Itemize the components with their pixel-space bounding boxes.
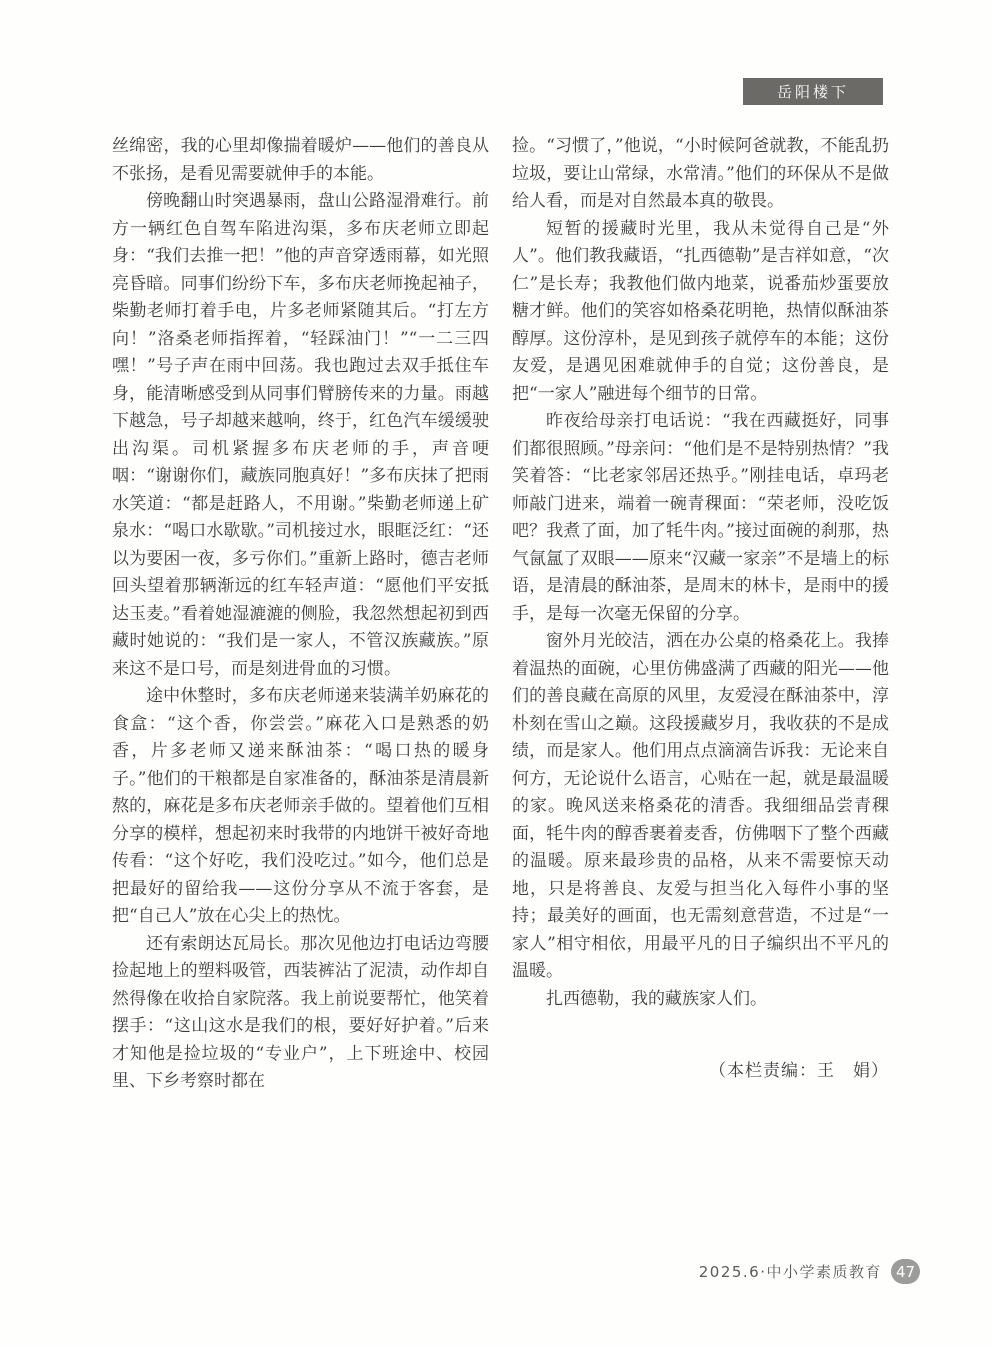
paragraph: 短暂的援藏时光里，我从未觉得自己是“外人”。他们教我藏语，“扎西德勒”是吉祥如意，“次仁”是长寿；我教他们做内地菜，说番茄炒蛋要放糖才鲜。他们的笑容如格桑花明艳，热情似酥油茶醇厚。这份淳朴，是见到孩子就停车的本能；这份友爱，是遇见困难就伸手的自觉；这份善良，是把“一家人”融进每个细节的日常。 [512,218,889,404]
left-column [112,133,489,1096]
editor-note: （本栏责编：王 娟） [709,1061,889,1081]
paragraph: 昨夜给母亲打电话说：“我在西藏挺好，同事们都很照顾。”母亲问：“他们是不是特别热情？”我笑着答：“比老家邻居还热乎。”刚挂电话，卓玛老师敲门进来，端着一碗青稞面：“荣老师，没吃饭吧？我煮了面，加了牦牛肉。”接过面碗的刹那，热气氤氲了双眼——原来“汉藏一家亲”不是墙上的标语，是清晨的酥油茶，是周末的林卡，是雨中的援手，是每一次毫无保留的分享。 [512,411,889,624]
section-tag: 岳阳楼下 [743,78,883,105]
paragraph: 还有索朗达瓦局长。那次见他边打电话边弯腰捡起地上的塑料吸管，西装裤沾了泥渍，动作却自然得像在收拾自家院落。我上前说要帮忙，他笑着摆手：“这山这水是我们的根，要好好护着。”后来才知他是捡垃圾的“专业户”，上下班途中、校园里、下乡考察时都在 [112,933,489,1091]
paragraph: 傍晚翻山时突遇暴雨，盘山公路湿滑难行。前方一辆红色自驾车陷进沟渠，多布庆老师立即起身：“我们去推一把！”他的声音穿透雨幕，如光照亮昏暗。同事们纷纷下车，多布庆老师挽起袖子，柴勤老师打着手电，片多老师紧随其后。“打左方向！”洛桑老师指挥着，“轻踩油门！”“一二三四嘿！”号子声在雨中回荡。我也跑过去双手抵住车身，能清晰感受到从同事们臂膀传来的力量。雨越下越急，号子却越来越响，终于，红色汽车缓缓驶出沟渠。司机紧握多布庆老师的手，声音哽咽：“谢谢你们，藏族同胞真好！”多布庆抹了把雨水笑道：“都是赶路人，不用谢。”柴勤老师递上矿泉水：“喝口水歇歇。”司机接过水，眼眶泛红：“还以为要困一夜，多亏你们。”重新上路时，德吉老师回头望着那辆渐远的红车轻声道：“愿他们平安抵达玉麦。”看着她湿漉漉的侧脸，我忽然想起初到西藏时她说的：“我们是一家人，不管汉族藏族。”原来这不是口号，而是刻进骨血的习惯。 [112,191,489,679]
page-footer [699,1259,920,1284]
issue-label: 2025.6·中小学素质教育 [698,1263,882,1281]
page-number-badge: 47 [891,1259,920,1284]
paragraph: 窗外月光皎洁，洒在办公桌的格桑花上。我捧着温热的面碗，心里仿佛盛满了西藏的阳光——他们的善良藏在高原的风里，友爱浸在酥油茶中，淳朴刻在雪山之巅。这段援藏岁月，我收获的不是成绩，而是家人。他们用点点滴滴告诉我：无论来自何方，无论说什么语言，心贴在一起，就是最温暖的家。晚风送来格桑花的清香。我细细品尝青稞面，牦牛肉的醇香裹着麦香，仿佛咽下了整个西藏的温暖。原来最珍贵的品格，从来不需要惊天动地，只是将善良、友爱与担当化入每件小事的坚持；最美好的画面，也无需刻意营造，不过是“一家人”相守相依，用最平凡的日子编织出不平凡的温暖。 [512,631,889,981]
paragraph: 捡。“习惯了，”他说，“小时候阿爸就教，不能乱扔垃圾，要让山常绿，水常清。”他们的环保从不是做给人看，而是对自然最本真的敬畏。 [512,136,889,211]
paragraph: 丝绵密，我的心里却像揣着暖炉——他们的善良从不张扬，是看见需要就伸手的本能。 [112,136,489,184]
right-column [512,133,889,1096]
paragraph: 途中休整时，多布庆老师递来装满羊奶麻花的食盒：“这个香，你尝尝。”麻花入口是熟悉的奶香，片多老师又递来酥油茶：“喝口热的暖身子。”他们的干粮都是自家准备的，酥油茶是清晨新熬的，麻花是多布庆老师亲手做的。望着他们互相分享的模样，想起初来时我带的内地饼干被好奇地传看：“这个好吃，我们没吃过。”如今，他们总是把最好的留给我——这份分享从不流于客套，是把“自己人”放在心尖上的热忱。 [112,686,489,926]
article-body [112,133,890,1096]
paragraph: 扎西德勒，我的藏族家人们。 [546,988,767,1009]
